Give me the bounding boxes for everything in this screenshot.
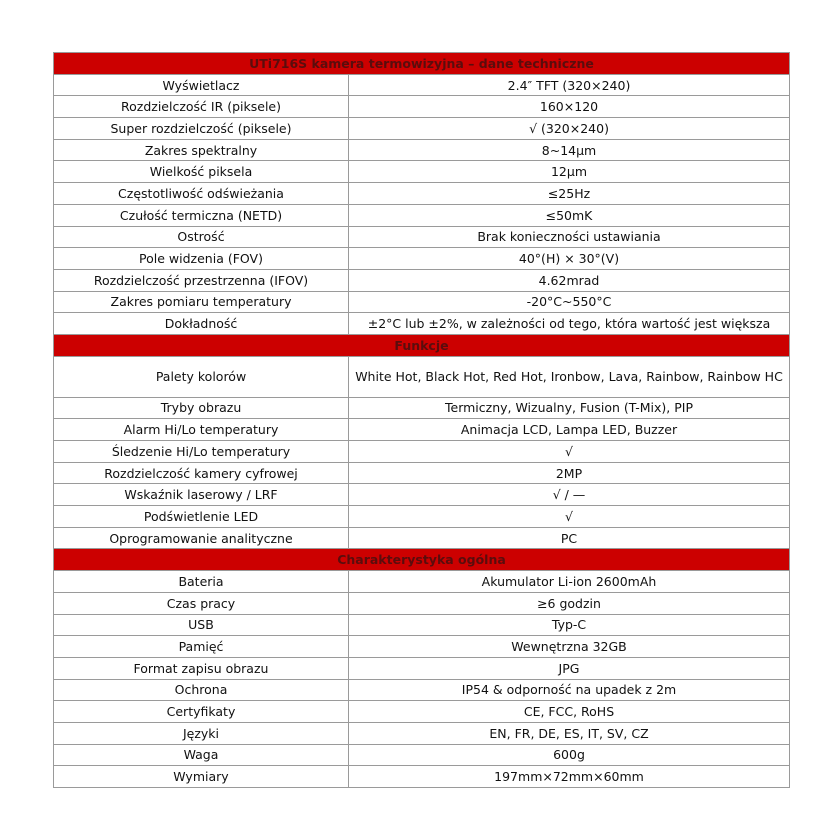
spec-label: Częstotliwość odświeżania: [54, 183, 349, 205]
spec-value: 197mm×72mm×60mm: [349, 766, 790, 788]
spec-label: Śledzenie Hi/Lo temperatury: [54, 441, 349, 463]
spec-value: 600g: [349, 744, 790, 766]
spec-label: Alarm Hi/Lo temperatury: [54, 419, 349, 441]
spec-label: Ostrość: [54, 226, 349, 248]
spec-row: [54, 291, 790, 313]
spec-label: Rozdzielczość IR (piksele): [54, 96, 349, 118]
spec-row: [54, 744, 790, 766]
section-title: Charakterystyka ogólna: [54, 549, 790, 571]
spec-label: Pole widzenia (FOV): [54, 248, 349, 270]
spec-row: [54, 161, 790, 183]
spec-value: Akumulator Li-ion 2600mAh: [349, 571, 790, 593]
spec-value: 12μm: [349, 161, 790, 183]
spec-value: √ / —: [349, 484, 790, 506]
spec-value: Termiczny, Wizualny, Fusion (T-Mix), PIP: [349, 397, 790, 419]
spec-value: JPG: [349, 657, 790, 679]
spec-row: [54, 248, 790, 270]
spec-value: Animacja LCD, Lampa LED, Buzzer: [349, 419, 790, 441]
spec-label: Tryby obrazu: [54, 397, 349, 419]
spec-label: Wyświetlacz: [54, 74, 349, 96]
spec-value: 8~14μm: [349, 139, 790, 161]
spec-label: Ochrona: [54, 679, 349, 701]
spec-label: Rozdzielczość kamery cyfrowej: [54, 462, 349, 484]
spec-row: [54, 419, 790, 441]
spec-value: EN, FR, DE, ES, IT, SV, CZ: [349, 722, 790, 744]
spec-value: IP54 & odporność na upadek z 2m: [349, 679, 790, 701]
spec-row: [54, 313, 790, 335]
spec-row: [54, 506, 790, 528]
spec-label: Zakres pomiaru temperatury: [54, 291, 349, 313]
spec-row: [54, 766, 790, 788]
spec-value: 2MP: [349, 462, 790, 484]
spec-value: Wewnętrzna 32GB: [349, 636, 790, 658]
spec-value: ±2°C lub ±2%, w zależności od tego, która wartość jest większa: [349, 313, 790, 335]
spec-value: CE, FCC, RoHS: [349, 701, 790, 723]
spec-label: Oprogramowanie analityczne: [54, 527, 349, 549]
spec-label: Podświetlenie LED: [54, 506, 349, 528]
spec-label: Certyfikaty: [54, 701, 349, 723]
spec-value: 4.62mrad: [349, 269, 790, 291]
spec-row: [54, 204, 790, 226]
spec-row: [54, 462, 790, 484]
spec-label: Czas pracy: [54, 592, 349, 614]
spec-label: Rozdzielczość przestrzenna (IFOV): [54, 269, 349, 291]
spec-row: [54, 397, 790, 419]
spec-label: Języki: [54, 722, 349, 744]
spec-label: Palety kolorów: [54, 356, 349, 397]
spec-value: White Hot, Black Hot, Red Hot, Ironbow, Lava, Rainbow, Rainbow HC: [349, 356, 790, 397]
section-header-row: [54, 549, 790, 571]
spec-row: [54, 592, 790, 614]
section-header-row: [54, 334, 790, 356]
spec-row: [54, 679, 790, 701]
spec-value: ≥6 godzin: [349, 592, 790, 614]
spec-value: √: [349, 506, 790, 528]
spec-label: Pamięć: [54, 636, 349, 658]
spec-row: [54, 657, 790, 679]
spec-row: [54, 441, 790, 463]
spec-label: Czułość termiczna (NETD): [54, 204, 349, 226]
spec-row: [54, 701, 790, 723]
spec-value: PC: [349, 527, 790, 549]
spec-label: Bateria: [54, 571, 349, 593]
spec-row: [54, 636, 790, 658]
spec-value: 2.4″ TFT (320×240): [349, 74, 790, 96]
section-header-row: [54, 53, 790, 75]
spec-row: [54, 226, 790, 248]
spec-value: -20°C~550°C: [349, 291, 790, 313]
spec-table-body: [54, 53, 790, 788]
spec-row: [54, 96, 790, 118]
spec-value: ≤50mK: [349, 204, 790, 226]
spec-value: √ (320×240): [349, 118, 790, 140]
spec-value: 40°(H) × 30°(V): [349, 248, 790, 270]
spec-label: Zakres spektralny: [54, 139, 349, 161]
spec-value: √: [349, 441, 790, 463]
spec-row: [54, 183, 790, 205]
spec-row: [54, 571, 790, 593]
spec-row: [54, 484, 790, 506]
spec-label: Waga: [54, 744, 349, 766]
spec-label: Super rozdzielczość (piksele): [54, 118, 349, 140]
spec-label: Wielkość piksela: [54, 161, 349, 183]
spec-value: ≤25Hz: [349, 183, 790, 205]
spec-row: [54, 74, 790, 96]
spec-label: Dokładność: [54, 313, 349, 335]
spec-table: [53, 52, 790, 788]
section-title: UTi716S kamera termowizyjna – dane techniczne: [54, 53, 790, 75]
spec-row: [54, 118, 790, 140]
spec-value: Typ-C: [349, 614, 790, 636]
spec-label: USB: [54, 614, 349, 636]
spec-row: [54, 722, 790, 744]
spec-row: [54, 527, 790, 549]
spec-label: Format zapisu obrazu: [54, 657, 349, 679]
spec-value: Brak konieczności ustawiania: [349, 226, 790, 248]
section-title: Funkcje: [54, 334, 790, 356]
spec-row: [54, 614, 790, 636]
spec-row: [54, 269, 790, 291]
spec-row: [54, 356, 790, 397]
spec-value: 160×120: [349, 96, 790, 118]
spec-row: [54, 139, 790, 161]
spec-label: Wymiary: [54, 766, 349, 788]
spec-label: Wskaźnik laserowy / LRF: [54, 484, 349, 506]
